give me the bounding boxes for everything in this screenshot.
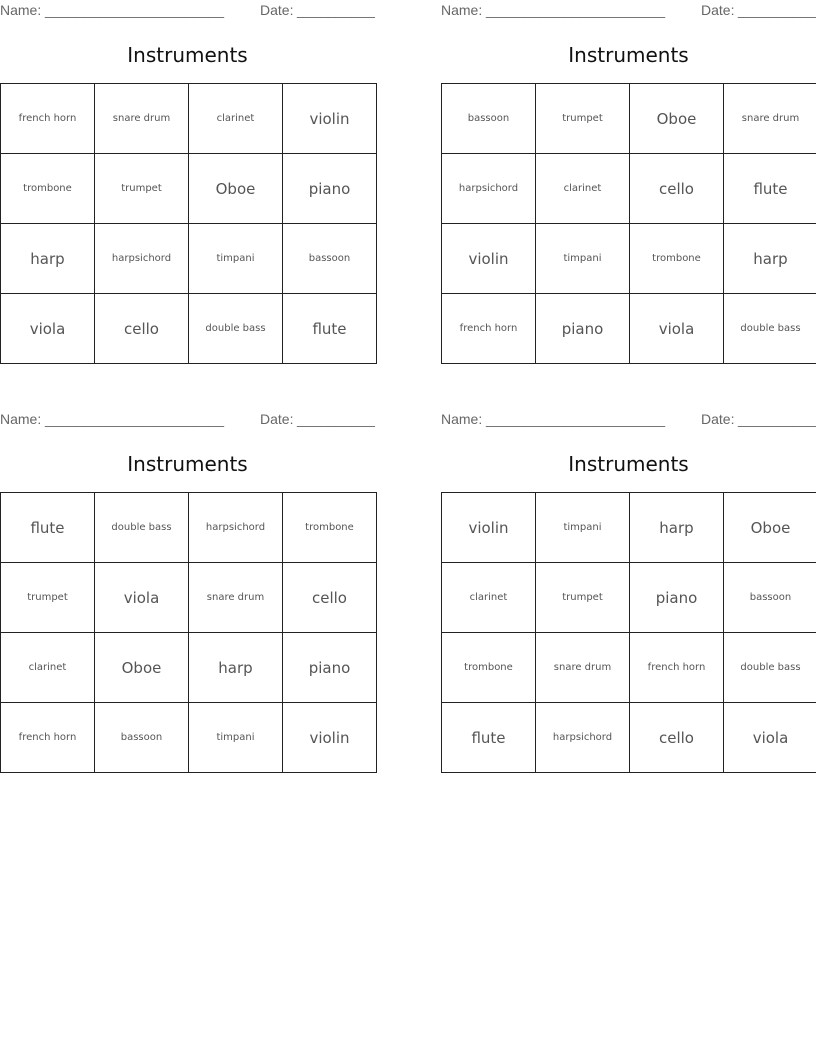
grid-cell: french horn [1, 703, 95, 773]
grid-row [442, 224, 816, 294]
grid-row [1, 633, 377, 703]
grid-row [1, 563, 377, 633]
grid-cell: trumpet [1, 563, 95, 633]
grid-cell: bassoon [724, 563, 816, 633]
grid-cell: flute [442, 703, 536, 773]
grid-cell: bassoon [442, 84, 536, 154]
grid-cell: snare drum [95, 84, 189, 154]
grid-cell: harpsichord [189, 493, 283, 563]
grid-row [442, 493, 816, 563]
grid-cell: snare drum [189, 563, 283, 633]
grid-cell: violin [283, 84, 377, 154]
grid-cell: cello [630, 154, 724, 224]
grid-cell: harp [724, 224, 816, 294]
name-date-line [441, 2, 816, 20]
grid-cell: cello [630, 703, 724, 773]
grid-cell: harp [1, 224, 95, 294]
name-date-line [0, 411, 375, 429]
grid-cell: french horn [442, 294, 536, 364]
grid-cell: timpani [189, 224, 283, 294]
date-label: Date: [701, 2, 735, 18]
grid-cell: piano [283, 633, 377, 703]
grid-cell: french horn [630, 633, 724, 703]
grid-cell: harpsichord [442, 154, 536, 224]
bingo-grid [441, 492, 816, 773]
grid-cell: trumpet [536, 84, 630, 154]
grid-row [1, 703, 377, 773]
date-blank: __________ [738, 411, 816, 427]
grid-cell: french horn [1, 84, 95, 154]
grid-cell: piano [630, 563, 724, 633]
grid-cell: trumpet [536, 563, 630, 633]
grid-row [1, 294, 377, 364]
grid-cell: trumpet [95, 154, 189, 224]
grid-cell: double bass [95, 493, 189, 563]
date-label: Date: [701, 411, 735, 427]
grid-row [1, 84, 377, 154]
bingo-card-2 [441, 0, 816, 364]
date-blank: __________ [297, 411, 375, 427]
grid-row [442, 154, 816, 224]
card-title: Instruments [127, 43, 248, 67]
grid-row [442, 294, 816, 364]
grid-cell: piano [536, 294, 630, 364]
name-date-line [0, 2, 375, 20]
grid-row [1, 154, 377, 224]
grid-cell: cello [95, 294, 189, 364]
card-title: Instruments [568, 43, 689, 67]
bingo-card-1 [0, 0, 375, 364]
name-blank: _______________________ [486, 411, 666, 427]
grid-cell: cello [283, 563, 377, 633]
grid-cell: trombone [283, 493, 377, 563]
grid-cell: violin [283, 703, 377, 773]
grid-row [442, 703, 816, 773]
grid-cell: viola [95, 563, 189, 633]
name-label: Name: [0, 411, 42, 427]
grid-cell: clarinet [536, 154, 630, 224]
card-title: Instruments [568, 452, 689, 476]
card-title: Instruments [127, 452, 248, 476]
grid-row [1, 493, 377, 563]
grid-cell: piano [283, 154, 377, 224]
grid-cell: trombone [1, 154, 95, 224]
grid-cell: clarinet [189, 84, 283, 154]
grid-cell: trombone [442, 633, 536, 703]
date-blank: __________ [738, 2, 816, 18]
grid-cell: flute [1, 493, 95, 563]
grid-row [442, 633, 816, 703]
grid-cell: double bass [724, 633, 816, 703]
grid-cell: harpsichord [95, 224, 189, 294]
grid-cell: viola [724, 703, 816, 773]
grid-cell: trombone [630, 224, 724, 294]
name-date-line [441, 411, 816, 429]
grid-cell: violin [442, 224, 536, 294]
grid-cell: double bass [724, 294, 816, 364]
grid-cell: harpsichord [536, 703, 630, 773]
grid-cell: Oboe [630, 84, 724, 154]
name-blank: _______________________ [45, 2, 225, 18]
grid-cell: flute [283, 294, 377, 364]
grid-cell: timpani [536, 224, 630, 294]
name-label: Name: [441, 411, 483, 427]
grid-cell: snare drum [724, 84, 816, 154]
bingo-grid [0, 492, 377, 773]
grid-cell: violin [442, 493, 536, 563]
name-blank: _______________________ [486, 2, 666, 18]
grid-cell: clarinet [1, 633, 95, 703]
name-blank: _______________________ [45, 411, 225, 427]
grid-cell: timpani [189, 703, 283, 773]
grid-cell: flute [724, 154, 816, 224]
grid-cell: clarinet [442, 563, 536, 633]
grid-cell: Oboe [724, 493, 816, 563]
bingo-grid [0, 83, 377, 364]
grid-row [1, 224, 377, 294]
grid-cell: harp [630, 493, 724, 563]
grid-cell: Oboe [189, 154, 283, 224]
bingo-grid [441, 83, 816, 364]
name-label: Name: [441, 2, 483, 18]
grid-cell: snare drum [536, 633, 630, 703]
grid-cell: viola [1, 294, 95, 364]
date-blank: __________ [297, 2, 375, 18]
grid-cell: harp [189, 633, 283, 703]
grid-row [442, 84, 816, 154]
bingo-card-4 [441, 409, 816, 773]
date-label: Date: [260, 2, 294, 18]
grid-cell: bassoon [283, 224, 377, 294]
grid-cell: timpani [536, 493, 630, 563]
grid-cell: bassoon [95, 703, 189, 773]
name-label: Name: [0, 2, 42, 18]
grid-cell: Oboe [95, 633, 189, 703]
grid-row [442, 563, 816, 633]
date-label: Date: [260, 411, 294, 427]
grid-cell: viola [630, 294, 724, 364]
grid-cell: double bass [189, 294, 283, 364]
bingo-card-3 [0, 409, 375, 773]
